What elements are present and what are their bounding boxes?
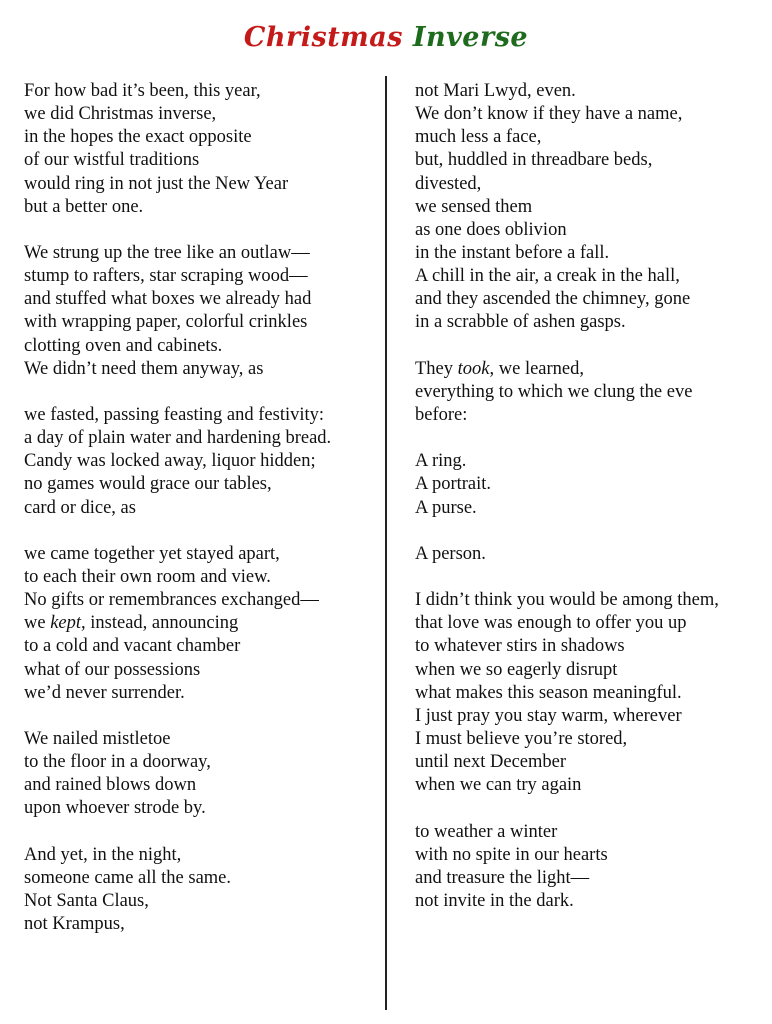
poem-line: what of our possessions — [24, 659, 201, 680]
poem-line: I must believe you’re stored, — [415, 728, 628, 749]
poem-line: divested, — [415, 173, 482, 194]
title-word-inverse: Inverse — [412, 22, 529, 53]
left-column — [24, 80, 331, 936]
poem-line: when we so eagerly disrupt — [415, 659, 618, 680]
poem-line: to the floor in a doorway, — [24, 752, 211, 773]
poem-line: of our wistful traditions — [24, 150, 200, 171]
emphasized-word: kept — [50, 613, 82, 634]
stanza-break — [24, 381, 331, 404]
stanza-break — [24, 219, 331, 242]
poem-line: They took, we learned, — [415, 358, 585, 379]
poem-line: A chill in the air, a creak in the hall, — [415, 266, 680, 287]
poem-title — [0, 18, 772, 58]
stanza-break — [24, 705, 331, 728]
stanza-break — [24, 821, 331, 844]
poem-line: with wrapping paper, colorful crinkles — [24, 312, 308, 333]
poem-line: We nailed mistletoe — [24, 728, 171, 749]
right-column — [415, 80, 719, 913]
poem-line: we fasted, passing feasting and festivity: — [24, 404, 325, 425]
poem-line: I just pray you stay warm, wherever — [415, 705, 682, 726]
stanza-break — [415, 566, 719, 589]
poem-line: we came together yet stayed apart, — [24, 543, 280, 564]
poem-line: No gifts or remembrances exchanged— — [24, 590, 319, 611]
poem-line: much less a face, — [415, 127, 542, 148]
poem-line: I didn’t think you would be among them, — [415, 590, 719, 611]
poem-line: and treasure the light— — [415, 867, 590, 888]
poem-line: Candy was locked away, liquor hidden; — [24, 451, 316, 472]
poem-line: we did Christmas inverse, — [24, 104, 217, 125]
poem-line: We don’t know if they have a name, — [415, 104, 683, 125]
poem-line: as one does oblivion — [415, 219, 567, 240]
poem-line: We strung up the tree like an outlaw— — [24, 242, 310, 263]
poem-line: And yet, in the night, — [24, 844, 182, 865]
title-word-christmas: Christmas — [243, 22, 403, 53]
poem-line: that love was enough to offer you up — [415, 613, 687, 634]
poem-line: but a better one. — [24, 196, 144, 217]
poem-line: stump to rafters, star scraping wood— — [24, 266, 308, 287]
poem-line: and rained blows down — [24, 775, 197, 796]
poem-line: and stuffed what boxes we already had — [24, 289, 312, 310]
poem-line: A portrait. — [415, 474, 492, 495]
poem-line: what makes this season meaningful. — [415, 682, 682, 703]
poem-line: Not Santa Claus, — [24, 890, 149, 911]
poem-line: would ring in not just the New Year — [24, 173, 289, 194]
poem-line: we kept, instead, announcing — [24, 613, 239, 634]
poem-line: someone came all the same. — [24, 867, 232, 888]
poem-line: we sensed them — [415, 196, 533, 217]
poem-line: but, huddled in threadbare beds, — [415, 150, 653, 171]
poem-line: when we can try again — [415, 775, 582, 796]
poem-line: not invite in the dark. — [415, 890, 574, 911]
poem-line: card or dice, as — [24, 497, 136, 518]
column-divider — [385, 76, 387, 1010]
poem-line: until next December — [415, 752, 567, 773]
poem-line: to whatever stirs in shadows — [415, 636, 625, 657]
poem-line: with no spite in our hearts — [415, 844, 608, 865]
poem-line: not Krampus, — [24, 914, 125, 935]
stanza-break — [415, 427, 719, 450]
poem-line: we’d never surrender. — [24, 682, 185, 703]
poem-line: in a scrabble of ashen gasps. — [415, 312, 626, 333]
poem-line: in the hopes the exact opposite — [24, 127, 252, 148]
poem-line: to each their own room and view. — [24, 566, 271, 587]
poem-line: clotting oven and cabinets. — [24, 335, 223, 356]
poem-line: A person. — [415, 543, 486, 564]
stanza-break — [24, 520, 331, 543]
poem-line: upon whoever strode by. — [24, 798, 206, 819]
poem-line: in the instant before a fall. — [415, 242, 610, 263]
poem-line: everything to which we clung the eve — [415, 381, 693, 402]
stanza-break — [415, 335, 719, 358]
poem-line: A purse. — [415, 497, 477, 518]
poem-line: no games would grace our tables, — [24, 474, 272, 495]
poem-line: and they ascended the chimney, gone — [415, 289, 691, 310]
poem-line: We didn’t need them anyway, as — [24, 358, 264, 379]
emphasized-word: took — [457, 358, 490, 379]
poem-line: a day of plain water and hardening bread. — [24, 428, 332, 449]
poem-line: to weather a winter — [415, 821, 558, 842]
stanza-break — [415, 520, 719, 543]
poem-line: before: — [415, 404, 468, 425]
stanza-break — [415, 797, 719, 820]
poem-line: A ring. — [415, 451, 467, 472]
poem-line: For how bad it’s been, this year, — [24, 81, 261, 101]
poem-line: to a cold and vacant chamber — [24, 636, 241, 657]
poem-line: not Mari Lwyd, even. — [415, 81, 576, 101]
